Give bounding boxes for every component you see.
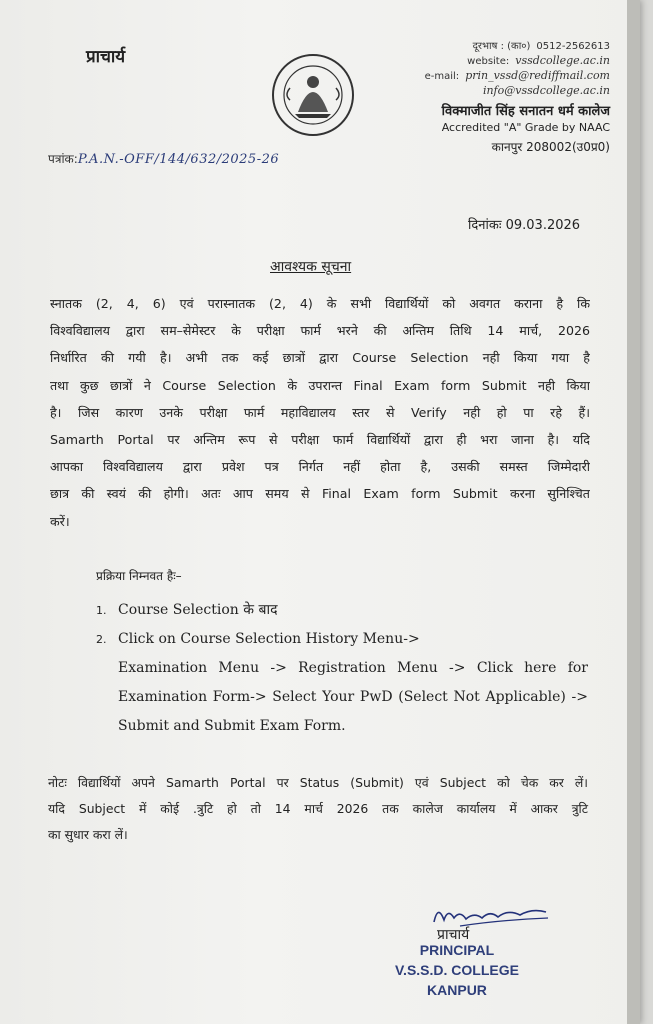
step-line: Course Selection के बाद [118, 602, 278, 618]
note-block [48, 770, 588, 848]
website-link[interactable]: vssdcollege.ac.in [515, 54, 610, 67]
body-line: करें। [50, 513, 70, 529]
accreditation-text: Accredited "A" Grade by NAAC [441, 121, 610, 134]
website-label: website: [467, 56, 510, 67]
contact-block [399, 40, 610, 99]
body-line: Samarth Portal पर अन्तिम रूप से परीक्षा फार्म विद्यार्थियों द्वारा ही भरा जाना है। यदि [50, 432, 590, 448]
note-line: नोटः विद्यार्थियों अपने Samarth Portal पर Status (Submit) एवं Subject को चेक कर लें। [48, 775, 588, 790]
college-address: कानपुर 208002(उ0प्र0) [491, 140, 610, 154]
phone-number: 0512-2562613 [536, 41, 610, 52]
step-number: 1. [96, 604, 107, 617]
note-line: यदि Subject में कोई .त्रुटि हो तो 14 मार्च 2026 तक कालेज कार्यालय में आकर त्रुटि [48, 801, 588, 816]
step-line: Examination Form-> Select Your PwD (Select Not Applicable) -> [118, 689, 588, 705]
step-line: Click on Course Selection History Menu-> [118, 631, 420, 647]
step-item [96, 596, 588, 625]
letterhead-title: प्राचार्य [86, 47, 126, 67]
notice-heading: आवश्यक सूचना [270, 259, 352, 275]
process-steps [96, 596, 588, 741]
date-label: दिनांकः [468, 218, 502, 233]
body-line: स्नातक (2, 4, 6) एवं परास्नातक (2, 4) के सभी विद्यार्थियों को अवगत कराना है कि [50, 296, 590, 311]
step-line: Submit and Submit Exam Form. [118, 718, 346, 734]
step-text [118, 596, 588, 625]
signature-title: प्राचार्य [437, 927, 470, 943]
body-line: छात्र की स्वयं की होगी। अतः आप समय से Final Exam form Submit करना सुनिश्चित [50, 486, 590, 502]
date-value: 09.03.2026 [505, 218, 581, 233]
body-line: विश्वविद्यालय द्वारा सम–सेमेस्टर के परीक्षा फार्म भरने की अन्तिम तिथि 14 मार्च, 2026 [50, 323, 590, 339]
body-line: निर्धारित की गयी है। अभी तक कई छात्रों द्वारा Course Selection नही किया गया है [50, 350, 590, 366]
email-label: e-mail: [424, 71, 460, 82]
stamp-line: V.S.S.D. COLLEGE [395, 962, 519, 978]
step-number: 2. [96, 633, 107, 646]
college-name: विक्माजीत सिंह सनातन धर्म कालेज [441, 104, 610, 119]
stamp-line: KANPUR [427, 982, 487, 998]
body-line: है। जिस कारण उनके परीक्षा फार्म महाविद्यालय स्तर से Verify नही हो पा रहे हैं। [50, 404, 590, 420]
step-item [96, 625, 588, 741]
email-link-secondary[interactable]: info@vssdcollege.ac.in [482, 84, 610, 97]
process-label: प्रक्रिया निम्नवत हैः– [96, 569, 182, 583]
step-line: Examination Menu -> Registration Menu -> Click here for [118, 660, 588, 676]
body-line: आपका विश्वविद्यालय द्वारा प्रवेश पत्र निर्गत नहीं होता है, उसकी समस्त जिम्मेदारी [50, 459, 590, 475]
stamp-line: PRINCIPAL [419, 942, 495, 958]
letter-date [468, 215, 580, 233]
note-line: का सुधार करा लें। [48, 827, 128, 842]
step-text [118, 625, 588, 741]
principal-stamp [395, 940, 519, 1000]
phone-label: दूरभाष : (का०) [472, 41, 531, 52]
college-logo [270, 52, 356, 138]
email-link-primary[interactable]: prin_vssd@rediffmail.com [465, 69, 610, 82]
page-edge [627, 0, 640, 1024]
body-line: तथा कुछ छात्रों ने Course Selection के उपरान्त Final Exam form Submit नही किया [50, 377, 590, 393]
notice-body [50, 290, 590, 535]
reference-number [48, 150, 279, 167]
reference-label: पत्रांक: [48, 152, 78, 166]
reference-value: P.A.N.-OFF/144/632/2025-26 [77, 152, 280, 167]
